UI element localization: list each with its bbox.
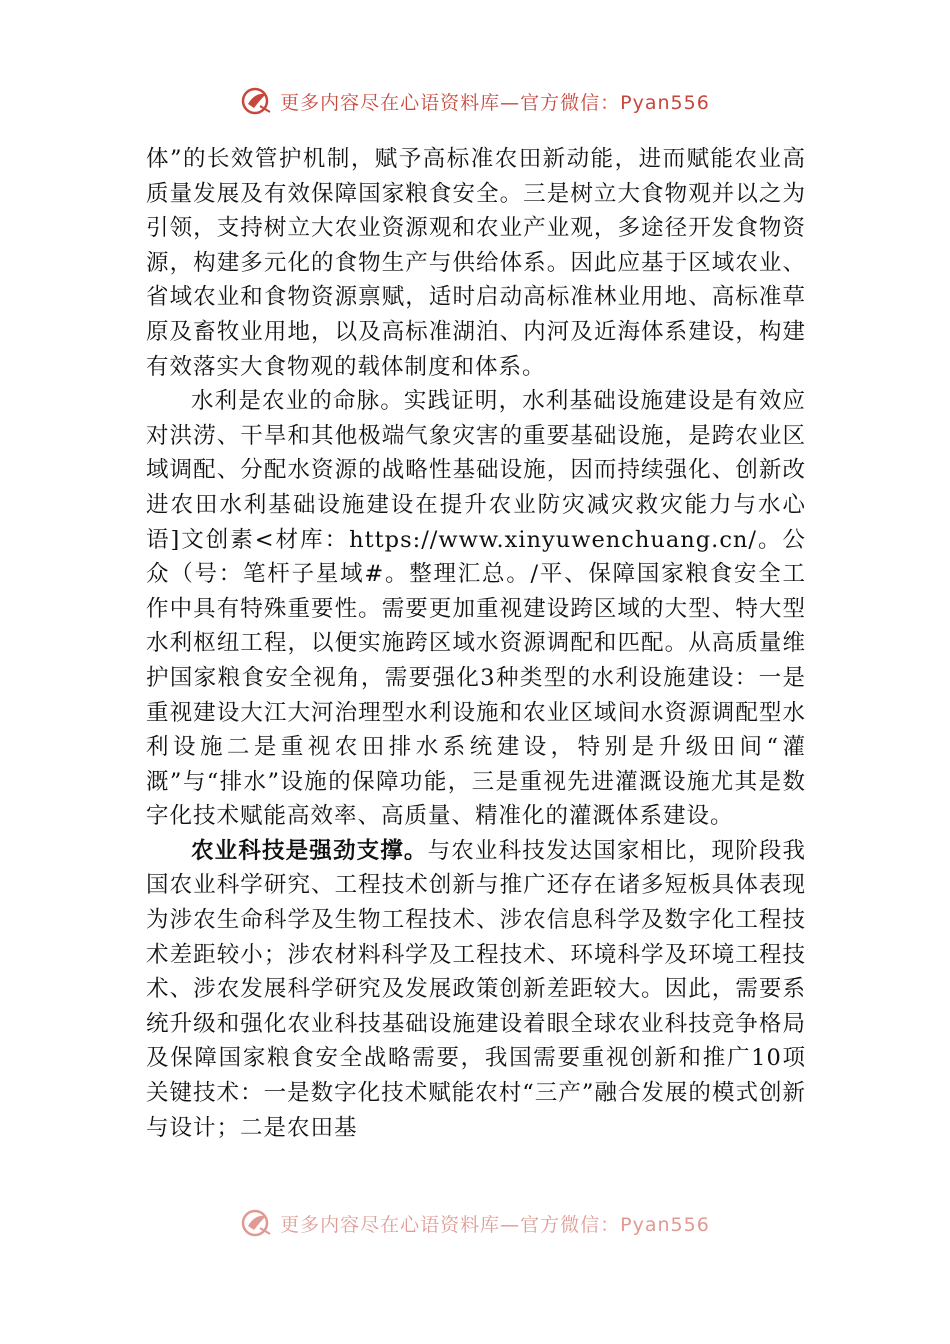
paragraph-2: 水利是农业的命脉。实践证明，水利基础设施建设是有效应对洪涝、干旱和其他极端气象灾害的重要基础设施，是跨农业区域调配、分配水资源的战略性基础设施，因而持续强化、创新改进农田水利基础设施建设在提升农业防灾减灾救灾能力与水心语]文创素<材库：https://www.xinyuwenchuang.cn/。公众（号：笔杆子星域#。整理汇总。/平、保障国家粮食安全工作中具有特殊重要性。需要更加重视建设跨区域的大型、特大型水利枢纽工程，以便实施跨区域水资源调配和匹配。从高质量维护国家粮食安全视角，需要强化3种类型的水利设施建设：一是重视建设大江大河治理型水利设施和农业区域间水资源调配型水利设施二是重视农田排水系统建设，特别是升级田间“灌溉”与“排水”设施的保障功能，三是重视先进灌溉设施尤其是数字化技术赋能高效率、高质量、精准化的灌溉体系建设。 <box>146 388 806 830</box>
watermark-header <box>0 86 950 116</box>
brand-logo-icon <box>240 86 274 116</box>
paragraph-3-text: 与农业科技发达国家相比，现阶段我国农业科学研究、工程技术创新与推广还存在诸多短板具体表现为涉农生命科学及生物工程技术、涉农信息科学及数字化工程技术差距较小；涉农材料科学及工程技术、环境科学及环境工程技术、涉农发展科学研究及发展政策创新差距较大。因此，需要系统升级和强化农业科技基础设施建设着眼全球农业科技竞争格局及保障国家粮食安全战略需要，我国需要重视创新和推广10项关键技术：一是数字化技术赋能农村“三产”融合发展的模式创新与设计；二是农田基 <box>146 837 806 1141</box>
watermark-footer <box>0 1208 950 1238</box>
paragraph-1: 体”的长效管护机制，赋予高标准农田新动能，进而赋能农业高质量发展及有效保障国家粮食安全。三是树立大食物观并以之为引领，支持树立大农业资源观和农业产业观，多途径开发食物资源，构建多元化的食物生产与供给体系。因此应基于区域农业、省域农业和食物资源禀赋，适时启动高标准林业用地、高标准草原及畜牧业用地，以及高标准湖泊、内河及近海体系建设，构建有效落实大食物观的载体制度和体系。 <box>146 146 806 380</box>
paragraph-3 <box>146 834 806 1145</box>
paragraph-3-heading: 农业科技是强劲支撑。 <box>191 837 428 864</box>
watermark-text: 更多内容尽在心语资料库—官方微信：Pyan556 <box>280 91 710 114</box>
watermark-text: 更多内容尽在心语资料库—官方微信：Pyan556 <box>280 1213 710 1236</box>
brand-logo-icon <box>240 1208 274 1238</box>
document-body <box>146 142 806 1145</box>
